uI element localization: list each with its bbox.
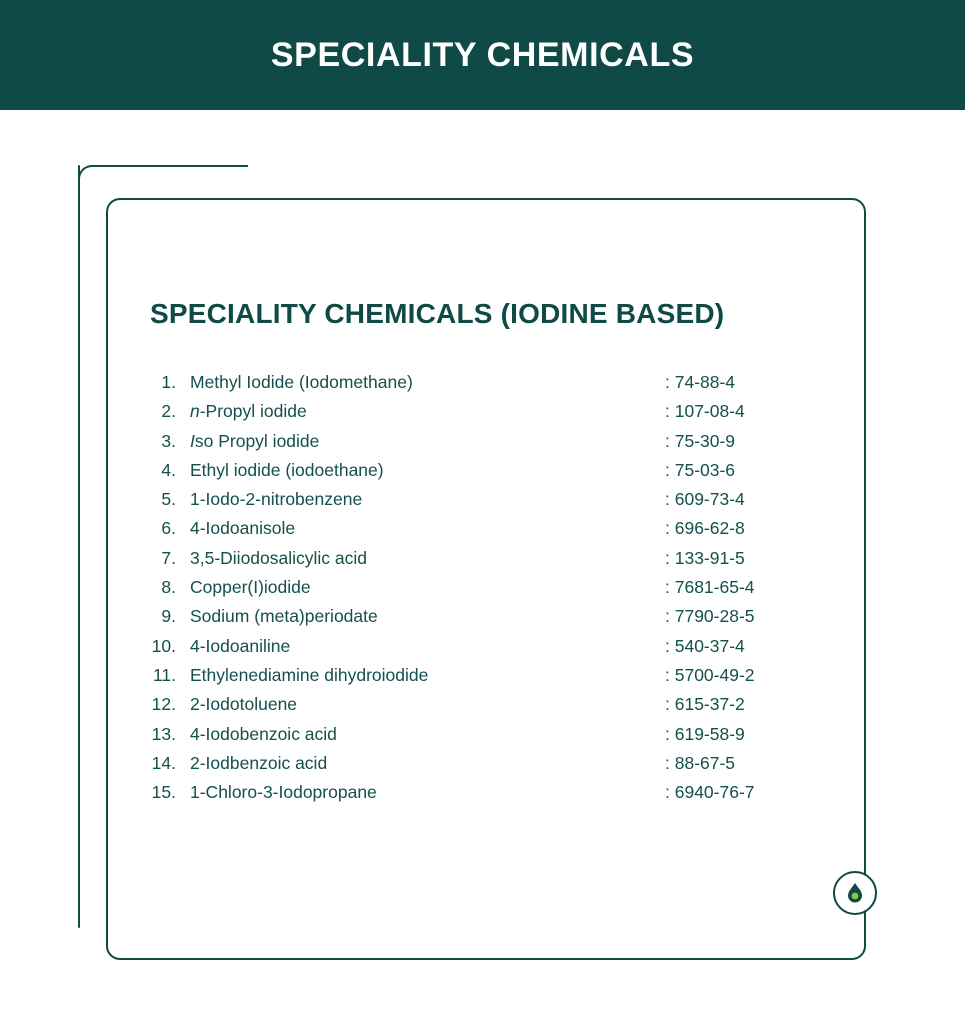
list-item-name (190, 694, 665, 715)
list-item-name-text: 1-Chloro-3-Iodopropane (190, 782, 377, 803)
list-item-number: 13. (151, 723, 176, 744)
list-item-name (190, 606, 665, 627)
list-item-number: 5. (161, 489, 176, 510)
list-item-name (190, 577, 665, 598)
header-banner (0, 0, 965, 110)
list-item-name-text: Methyl Iodide (Iodomethane) (190, 372, 413, 392)
list-item-cas: : 7681-65-4 (665, 577, 755, 598)
list-item-name-text: -Propyl iodide (199, 401, 307, 422)
page-title: SPECIALITY CHEMICALS (270, 35, 695, 74)
list-item (138, 577, 828, 606)
list-item-name (190, 401, 665, 422)
list-item-cas: : 540-37-4 (665, 635, 745, 656)
list-item-number: 10. (151, 635, 176, 656)
list-item (138, 460, 828, 489)
list-item-name (190, 753, 665, 774)
list-item-cas: : 619-58-9 (665, 723, 745, 744)
card-left-rule (78, 165, 80, 928)
list-item-name-text: 3,5-Diiodosalicylic acid (190, 547, 368, 568)
content-card (78, 165, 866, 960)
list-item-number: 1. (161, 372, 176, 392)
list-item-name (190, 548, 665, 569)
list-item-name-text: Copper(I)iodide (190, 577, 311, 598)
list-item-cas: : 5700-49-2 (665, 664, 755, 685)
list-item-name-text: 1-Iodo-2-nitrobenzene (190, 489, 363, 510)
list-item (138, 665, 828, 694)
list-item-name (190, 431, 665, 452)
iodine-droplet-logo-icon (833, 871, 877, 915)
list-item (138, 401, 828, 430)
card-top-rule (106, 165, 248, 167)
list-item-number: 4. (161, 459, 176, 480)
list-item (138, 431, 828, 460)
list-item-name-text: 4-Iodobenzoic acid (190, 723, 337, 744)
list-item-cas: : 133-91-5 (665, 547, 745, 568)
list-item (138, 606, 828, 635)
list-item (138, 489, 828, 518)
list-item-cas: : 696-62-8 (665, 518, 745, 539)
list-item-number: 6. (161, 518, 176, 539)
list-item-name-italic: n (190, 401, 200, 422)
list-item-cas: : 6940-76-7 (665, 782, 755, 803)
list-item-number: 9. (161, 606, 176, 627)
list-item-name-text: 4-Iodoanisole (190, 518, 296, 539)
list-item (138, 753, 828, 782)
list-item-cas: : 75-03-6 (665, 459, 736, 480)
list-item (138, 724, 828, 753)
list-item-name (190, 489, 665, 510)
list-item (138, 782, 828, 811)
list-item-number: 12. (151, 694, 176, 715)
list-item-name-italic: I (190, 430, 195, 451)
list-item-cas: : 609-73-4 (665, 489, 745, 510)
list-item-number: 14. (151, 752, 176, 773)
card-corner-notch (78, 165, 108, 195)
list-item-number: 8. (161, 577, 176, 598)
list-item-name-text: Ethylenediamine dihydroiodide (190, 664, 429, 685)
list-item-name (190, 460, 665, 481)
list-item-name (190, 372, 665, 393)
list-item-number: 7. (161, 547, 176, 568)
list-item-cas: : 107-08-4 (665, 401, 745, 422)
list-item-name (190, 518, 665, 539)
list-item (138, 372, 828, 401)
list-item-name (190, 636, 665, 657)
list-item-name-text: Ethyl iodide (iodoethane) (190, 459, 384, 480)
list-item-number: 15. (151, 782, 176, 803)
list-item-name (190, 782, 665, 803)
list-item-cas: : 7790-28-5 (665, 606, 755, 627)
list-item-name (190, 665, 665, 686)
chemical-list (138, 372, 828, 811)
list-item-cas: : 88-67-5 (665, 752, 736, 773)
list-item-name-text: so Propyl iodide (194, 430, 320, 451)
list-item-name-text: 2-Iodbenzoic acid (190, 752, 328, 773)
list-item (138, 548, 828, 577)
list-item (138, 636, 828, 665)
card-title: SPECIALITY CHEMICALS (IODINE BASED) (150, 298, 725, 329)
list-item-cas: : 615-37-2 (665, 694, 745, 715)
list-item-number: 2. (161, 401, 176, 422)
list-item-number: 11. (152, 664, 176, 685)
list-item-name-text: Sodium (meta)periodate (190, 606, 378, 627)
list-item (138, 694, 828, 723)
list-item-cas: : 75-30-9 (665, 430, 736, 451)
list-item-name-text: 2-Iodotoluene (190, 694, 298, 715)
list-item (138, 518, 828, 547)
list-item-name-text: 4-Iodoaniline (190, 635, 291, 656)
list-item-name (190, 724, 665, 745)
list-item-cas: : 74-88-4 (665, 372, 736, 392)
list-item-number: 3. (161, 430, 176, 451)
